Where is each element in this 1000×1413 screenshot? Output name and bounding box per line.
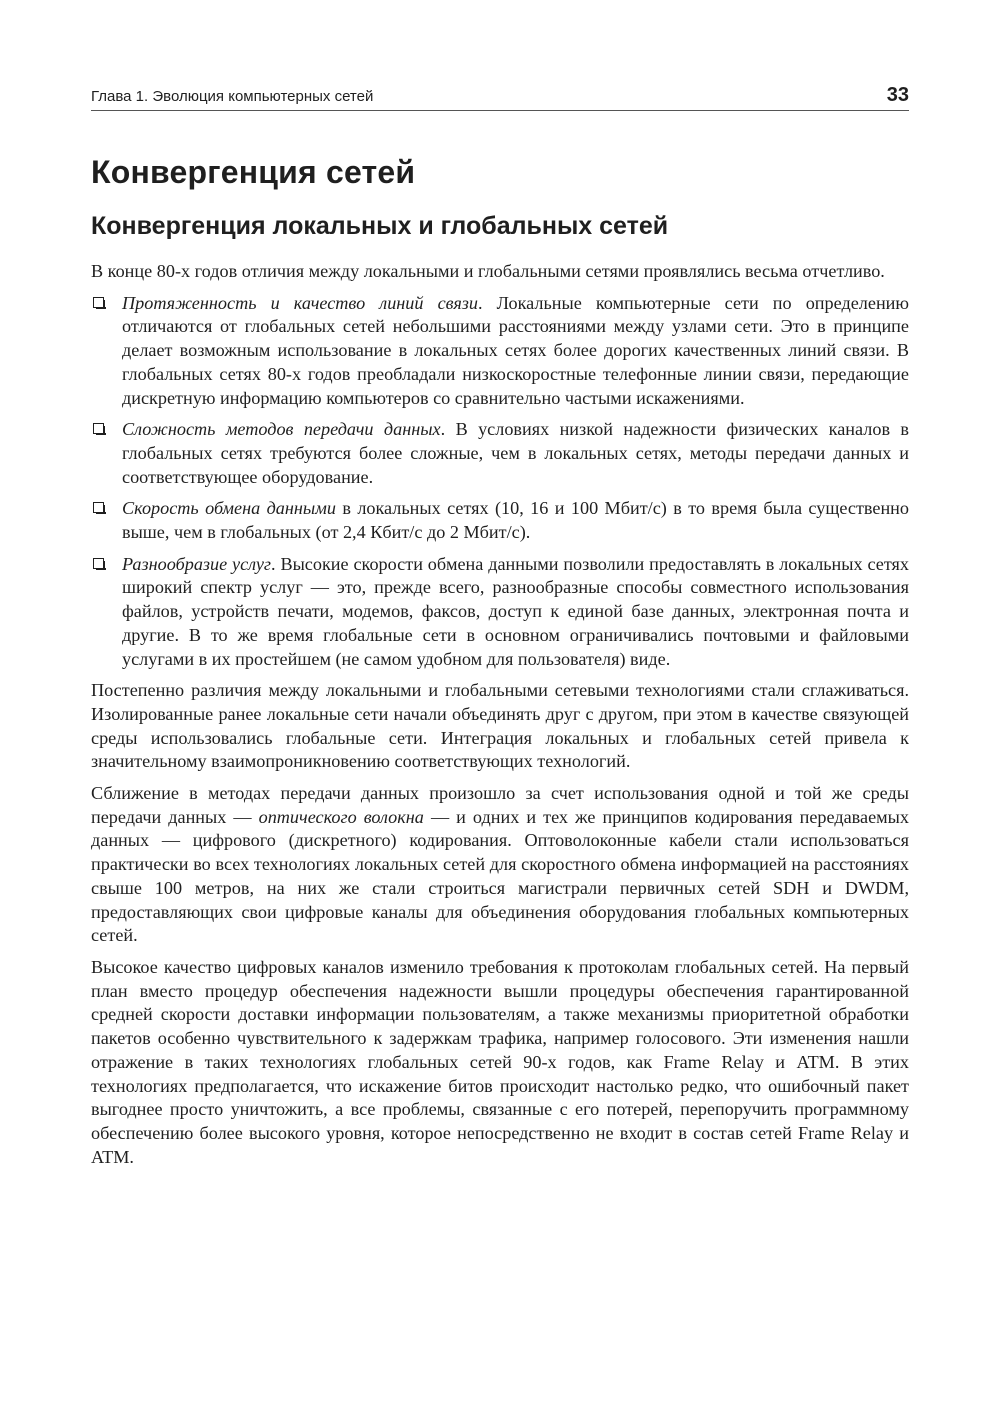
list-item-term: Скорость обмена данными: [122, 498, 336, 519]
checkbox-bullet-icon: [93, 423, 104, 434]
list-item-text: в локальных сетях (10, 16 и 100 Мбит/с) в то время была существенно выше, чем в глобальных (от 2,4 Кбит/с до 2 Мбит/с).: [122, 498, 910, 543]
subsection-title: Конвергенция локальных и глобальных сетей: [91, 212, 669, 240]
list-item: [91, 292, 909, 411]
bullet-list: [91, 292, 909, 672]
paragraph-digital-channels: Высокое качество цифровых каналов изменило требования к протоколам глобальных сетей. На первый план вместо процедур обеспечения надежности вышли процедуры обеспечения гарантированной средней скорости доставки информации пользователям, а также механизмы приоритетной обработки пакетов особенно чувствительного к задержкам трафика, например голосового. Эти изменения нашли отражение в таких технологиях глобальных сетей 90-х годов, как Frame Relay и ATM. В этих технологиях предполагается, что искажение битов происходит настолько редко, что ошибочный пакет выгоднее просто уничтожить, а все проблемы, связанные с его потерей, перепоручить программному обеспечению более высокого уровня, которое непосредственно не входит в состав сетей Frame Relay и ATM.: [91, 956, 909, 1167]
page-number: 33: [886, 84, 909, 106]
checkbox-bullet-icon: [93, 558, 104, 569]
checkbox-bullet-icon: [93, 297, 104, 308]
paragraph-fiber-start: Сближение в методах передачи данных произошло за счет использования одной и той же среды передачи данных —: [91, 783, 909, 827]
list-item-text: . В условиях низкой надежности физических каналов в глобальных сетях требуются более сложные, чем в локальных сетях, методы передачи данных и соответствующее оборудование.: [122, 419, 910, 487]
list-item: [91, 418, 909, 489]
list-item-text: . Локальные компьютерные сети по определению отличаются от глобальных сетей небольшими расстояниями между узлами сети. Это в принципе делает возможным использование в локальных сетях более дорогих качественных линий связи. В глобальных сетях 80-х годов преобладали низкоскоростные телефонные линии связи, передающие дискретную информацию компьютеров со сравнительно частыми искажениями.: [122, 292, 909, 408]
emphasis-optical-fiber: оптического волокна: [258, 806, 424, 827]
paragraph-convergence: Постепенно различия между локальными и глобальными сетевыми технологиями стали сглаживаться. Изолированные ранее локальные сети начали объединять друг с другом, при этом в качестве связующей среды использовались глобальные сети. Интеграция локальных и глобальных сетей привела к значительному взаимопроникновению соответствующих технологий.: [91, 680, 909, 772]
chapter-title: Глава 1. Эволюция компьютерных сетей: [91, 88, 374, 105]
paragraph-fiber-end: — и одних и тех же принципов кодирования передаваемых данных — цифрового (дискретного) кодирования. Оптоволоконные кабели стали использоваться практически во всех технологиях локальных сетей для скоростного обмена информацией на расстояниях свыше 100 метров, на них же стали строиться магистрали первичных сетей SDH и DWDM, предоставляющих свои цифровые каналы для объединения оборудования глобальных компьютерных сетей.: [91, 806, 909, 946]
body-text: [91, 260, 909, 1169]
paragraph-fiber: [91, 782, 909, 948]
list-item-term: Протяженность и качество линий связи: [122, 292, 478, 313]
list-item-text: . Высокие скорости обмена данными позволили предоставлять в локальных сетях широкий спектр услуг — это, прежде всего, разнообразные способы совместного использования файлов, устройств печати, модемов, факсов, доступ к единой базе данных, электронная почта и другие. В то же время глобальные сети в основном ограничивались почтовыми и файловыми услугами в их простейшем (не самом удобном для пользователя) виде.: [122, 553, 909, 669]
section-title: Конвергенция сетей: [91, 154, 416, 190]
list-item-term: Сложность методов передачи данных: [122, 419, 441, 440]
list-item: [91, 553, 909, 672]
list-item: [91, 497, 909, 544]
running-header: [91, 82, 909, 111]
book-page: [91, 82, 909, 1169]
checkbox-bullet-icon: [93, 502, 104, 513]
intro-paragraph: В конце 80-х годов отличия между локальными и глобальными сетями проявлялись весьма отчетливо.: [91, 261, 885, 281]
list-item-term: Разнообразие услуг: [122, 553, 272, 574]
